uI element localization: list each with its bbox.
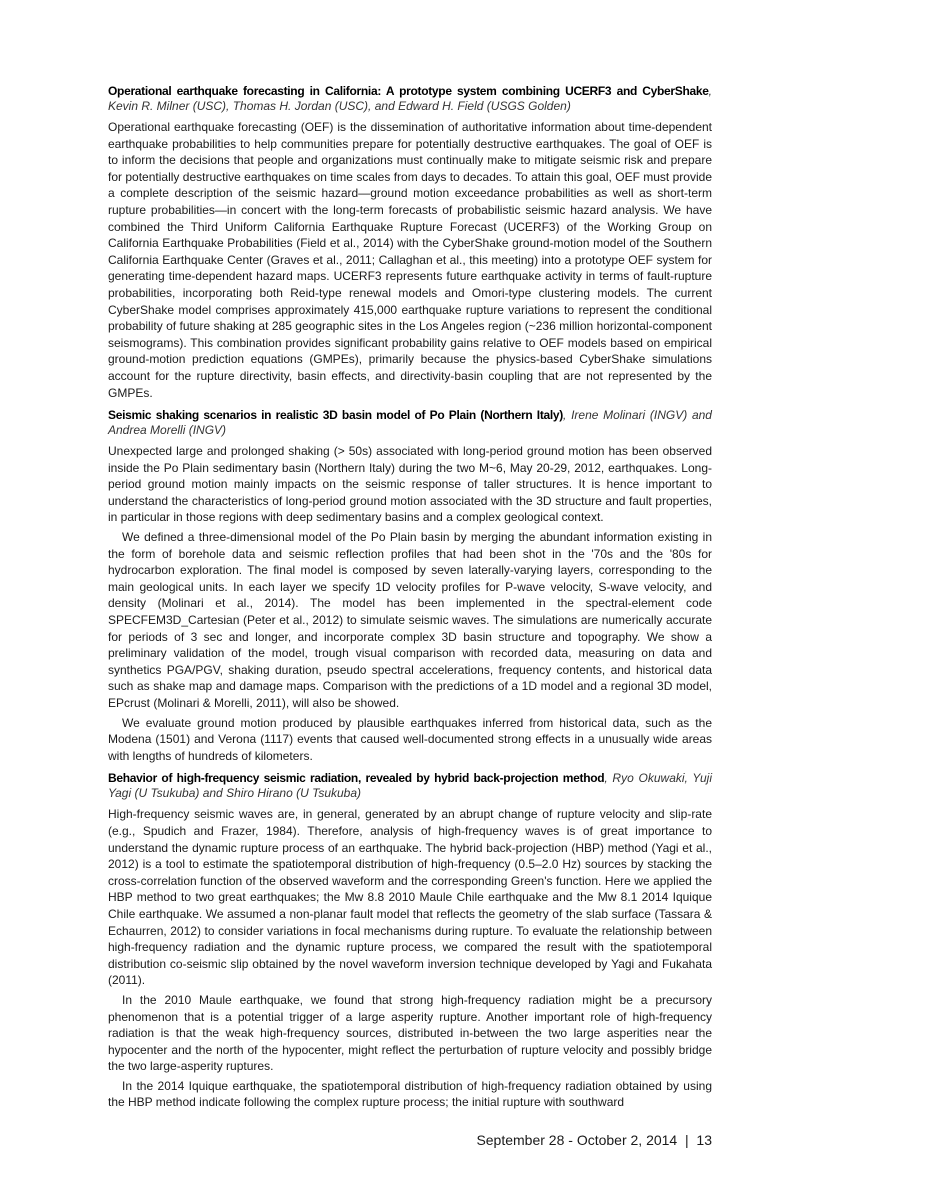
abstract-heading xyxy=(108,771,712,801)
abstract-authors: , Ryo Okuwaki, Yuji Yagi (U Tsukuba) and Shiro Hirano (U Tsukuba) xyxy=(108,771,713,801)
abstract-paragraph: We evaluate ground motion produced by plausible earthquakes inferred from historical data, such as the Modena (1501) and Verona (1117) events that caused well-documented strong effects in a unusually wide areas with lengths of hundreds of kilometers. xyxy=(108,715,712,763)
abstract-authors: , Kevin R. Milner (USC), Thomas H. Jordan (USC), and Edward H. Field (USGS Golden) xyxy=(108,84,712,113)
abstract-title: Operational earthquake forecasting in California: A prototype system combining UCERF3 and CyberShake xyxy=(108,84,709,98)
abstract-paragraph: We defined a three-dimensional model of the Po Plain basin by merging the abundant information existing in the form of borehole data and seismic reflection profiles that had been shot in the '70s and the '80s for hydrocarbon exploration. The final model is composed by seven laterally-varying layers, corresponding to the main geological units. In each layer we specify 1D velocity profiles for P-wave velocity, S-wave velocity, and density (Molinari et al., 2014). The model has been implemented in the spectral-element code SPECFEM3D_Cartesian (Peter et al., 2012) to simulate seismic waves. The simulations are numerically accurate for periods of 3 sec and longer, and incorporate complex 3D basin structure and topography. We show a preliminary validation of the model, trough visual comparison with recorded data, measuring on data and synthetics PGA/PGV, shaking duration, pseudo spectral accelerations, frequency contents, and historical data such as shake map and damage maps. Comparison with the predictions of a 1D model and a regional 3D model, EPcrust (Molinari & Morelli, 2011), will also be showed. xyxy=(108,530,712,710)
abstract-heading xyxy=(108,408,712,438)
abstract-heading xyxy=(108,84,712,114)
abstract-paragraph: Operational earthquake forecasting (OEF) is the dissemination of authoritative information about time-dependent earthquake probabilities to help communities prepare for potentially destructive earthquakes. The goal of OEF is to inform the decisions that people and organizations must continually make to mitigate seismic risk and prepare for potentially destructive earthquakes on time scales from days to decades. To attain this goal, OEF must provide a complete description of the seismic hazard—ground motion exceedance probabilities as well as short-term rupture probabilities—in concert with the long-term forecasts of probabilistic seismic hazard analysis. We have combined the Third Uniform California Earthquake Rupture Forecast (UCERF3) of the Working Group on California Earthquake Probabilities (Field et al., 2014) with the CyberShake ground-motion model of the Southern California Earthquake Center (Graves et al., 2011; Callaghan et al., this meeting) into a prototype OEF system for generating time-dependent hazard maps. UCERF3 represents future earthquake activity in terms of fault-rupture probabilities, incorporating both Reid-type renewal models and Omori-type clustering models. The current CyberShake model comprises approximately 415,000 earthquake rupture variations to represent the conditional probability of future shaking at 285 geographic sites in the Los Angeles region (~236 million horizontal-component seismograms). This combination provides significant probability gains relative to OEF models based on empirical ground-motion prediction equations (GMPEs), primarily because the physics-based CyberShake simulations account for the rupture directivity, basin effects, and directivity-basin coupling that are not represented by the GMPEs. xyxy=(108,120,712,400)
abstract-paragraph: Unexpected large and prolonged shaking (> 50s) associated with long-period ground motion has been observed inside the Po Plain sedimentary basin (Northern Italy) during the two M~6, May 20-29, 2012, earthquakes. Long-period ground motion mainly impacts on the seismic response of taller structures. It is hence important to understand the characteristics of long-period ground motion associated with the 3D structure and fault properties, in particular in those regions with deep sedimentary basins and a complex geological context. xyxy=(108,444,712,525)
abstract-title: Seismic shaking scenarios in realistic 3D basin model of Po Plain (Northern Italy) xyxy=(108,408,563,423)
abstract-paragraph: In the 2010 Maule earthquake, we found that strong high-frequency radiation might be a precursory phenomenon that is a potential trigger of a large asperity rupture. Another important role of high-frequency radiation is that the weak high-frequency sources, distributed in-between the two large asperities near the hypocenter and the north of the hypocenter, might reflect the perturbation of rupture velocity and possibly bridge the two large-asperity ruptures. xyxy=(108,992,712,1074)
page-content xyxy=(108,84,712,1118)
abstract-paragraph: In the 2014 Iquique earthquake, the spatiotemporal distribution of high-frequency radiation obtained by using the HBP method indicate following the complex rupture process; the initial rupture with southward xyxy=(108,1078,712,1110)
abstract-title: Behavior of high-frequency seismic radiation, revealed by hybrid back-projection method xyxy=(108,771,605,786)
page-footer: September 28 - October 2, 2014 | 13 xyxy=(476,1132,712,1148)
abstract-hybrid-back-projection xyxy=(108,771,712,1111)
abstract-paragraph: High-frequency seismic waves are, in general, generated by an abrupt change of rupture velocity and slip-rate (e.g., Spudich and Frazer, 1984). Therefore, analysis of high-frequency waves is of great importance to understand the dynamic rupture process of an earthquake. The hybrid back-projection (HBP) method (Yagi et al., 2012) is a tool to estimate the spatiotemporal distribution of high-frequency (0.5–2.0 Hz) sources by stacking the cross-correlation function of the observed waveform and the corresponding Green's function. Here we applied the HBP method to two great earthquakes; the Mw 8.8 2010 Maule Chile earthquake and the Mw 8.1 2014 Iquique Chile earthquake. We assumed a non-planar fault model that reflects the geometry of the slab surface (Tassara & Echaurren, 2012) to consider variations in focal mechanisms during rupture. To evaluate the relationship between high-frequency radiation and the dynamic rupture process, we compared the result with the spatiotemporal distribution co-seismic slip obtained by the novel waveform inversion technique developed by Yagi and Fukahata (2011). xyxy=(108,807,712,988)
abstract-authors: , Irene Molinari (INGV) and Andrea Morelli (INGV) xyxy=(108,408,712,438)
abstract-ucerf3-cybershake xyxy=(108,84,712,401)
abstract-po-plain xyxy=(108,408,712,764)
